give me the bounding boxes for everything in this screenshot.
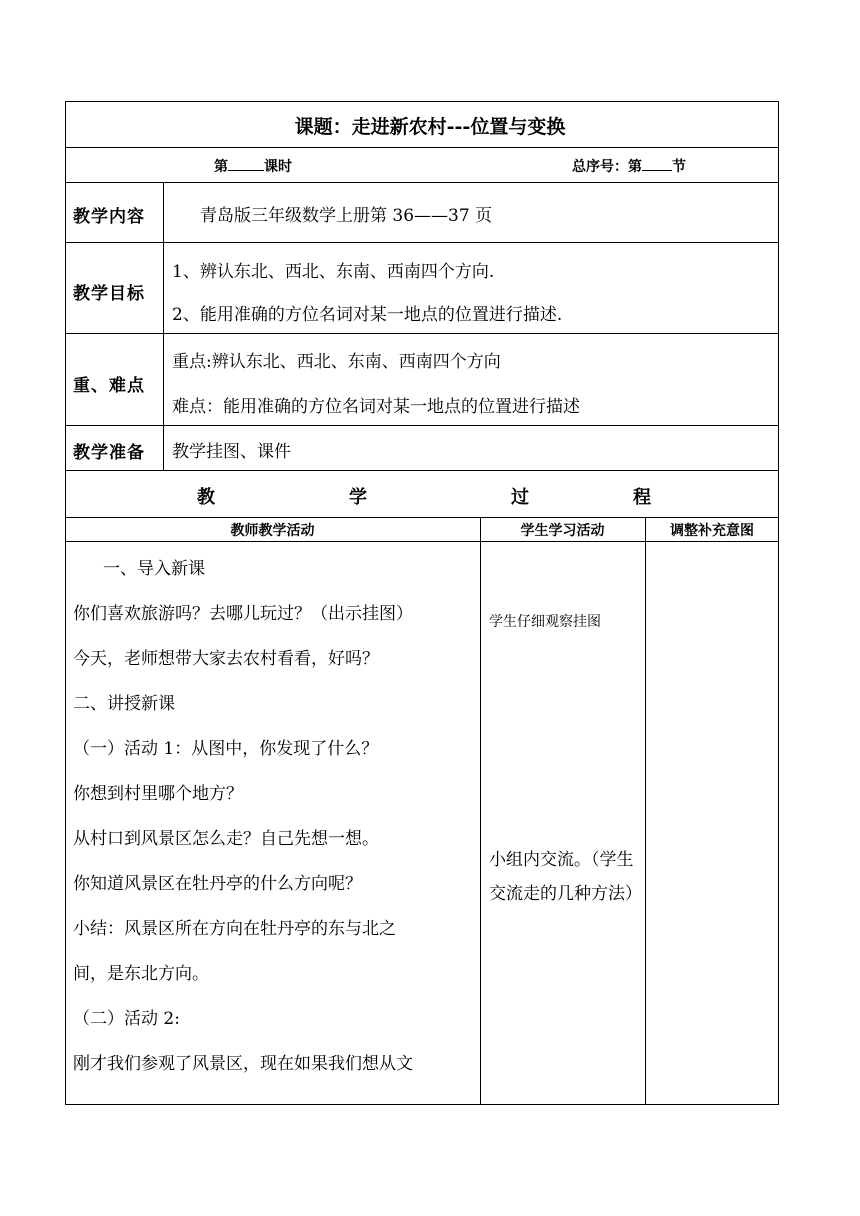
lesson-title: 课题：走进新农村---位置与变换 [294, 116, 566, 138]
teaching-goal-2: 2、能用准确的方位名词对某一地点的位置进行描述. [172, 305, 563, 325]
serial-number-prefix: 总序号：第 [572, 159, 642, 175]
process-heading-char: 教 [197, 487, 215, 508]
student-activity-header: 学生学习活动 [520, 523, 605, 539]
student-activity-note: 小组内交流。（学生交流走的几种方法） [489, 850, 642, 904]
lesson-number-blank [228, 156, 264, 171]
table-divider [65, 470, 779, 471]
lesson-number-prefix: 第 [214, 159, 228, 175]
serial-number-suffix: 节 [672, 159, 686, 175]
student-activity-note: 学生仔细观察挂图 [489, 614, 601, 630]
table-divider [65, 182, 779, 183]
teacher-activity-line: 间，是东北方向。 [73, 964, 209, 984]
serial-number-field [572, 156, 686, 176]
table-divider [65, 333, 779, 334]
difficult-point-text: 难点：能用准确的方位名词对某一地点的位置进行描述 [172, 397, 580, 417]
key-point-text: 重点:辨认东北、西北、东南、西南四个方向 [172, 352, 501, 372]
lesson-number-suffix: 课时 [264, 159, 292, 175]
teaching-content-label: 教学内容 [73, 207, 145, 227]
teaching-content-text: 青岛版三年级数学上册第 36——37 页 [200, 206, 493, 226]
teaching-goal-1: 1、辨认东北、西北、东南、西南四个方向. [172, 262, 495, 282]
adjustment-intent-header: 调整补充意图 [670, 523, 754, 539]
teacher-activity-line: 刚才我们参观了风景区，现在如果我们想从文 [73, 1054, 413, 1074]
teacher-activity-line: 二、讲授新课 [73, 694, 175, 714]
key-difficult-label: 重、难点 [73, 376, 145, 396]
table-divider [65, 541, 779, 542]
process-heading-char: 学 [349, 487, 367, 508]
teacher-activity-line: 一、导入新课 [103, 559, 205, 579]
serial-number-blank [642, 156, 672, 171]
table-divider [65, 425, 779, 426]
teacher-activity-line: 你知道风景区在牡丹亭的什么方向呢？ [73, 874, 362, 894]
label-column-divider [163, 182, 164, 470]
teaching-prep-label: 教学准备 [73, 443, 145, 463]
teaching-goals-label: 教学目标 [73, 284, 145, 304]
process-heading-char: 过 [511, 487, 529, 508]
column-divider [645, 517, 646, 1105]
lesson-number-field [214, 156, 292, 176]
table-divider [65, 517, 779, 518]
teacher-activity-line: 今天，老师想带大家去农村看看，好吗？ [73, 649, 379, 669]
table-divider [65, 242, 779, 243]
teacher-activity-line: （二）活动 2: [73, 1009, 180, 1029]
teacher-activity-line: 从村口到风景区怎么走？自己先想一想。 [73, 829, 379, 849]
process-heading-char: 程 [633, 487, 651, 508]
table-divider [65, 147, 779, 148]
column-divider [480, 517, 481, 1105]
teacher-activity-line: 小结：风景区所在方向在牡丹亭的东与北之 [73, 919, 396, 939]
teacher-activity-header: 教师教学活动 [230, 523, 315, 539]
teaching-prep-text: 教学挂图、课件 [172, 442, 291, 462]
teacher-activity-line: （一）活动 1：从图中，你发现了什么？ [73, 739, 379, 759]
teacher-activity-line: 你想到村里哪个地方？ [73, 784, 243, 804]
teacher-activity-line: 你们喜欢旅游吗？去哪儿玩过？（出示挂图） [73, 604, 413, 624]
